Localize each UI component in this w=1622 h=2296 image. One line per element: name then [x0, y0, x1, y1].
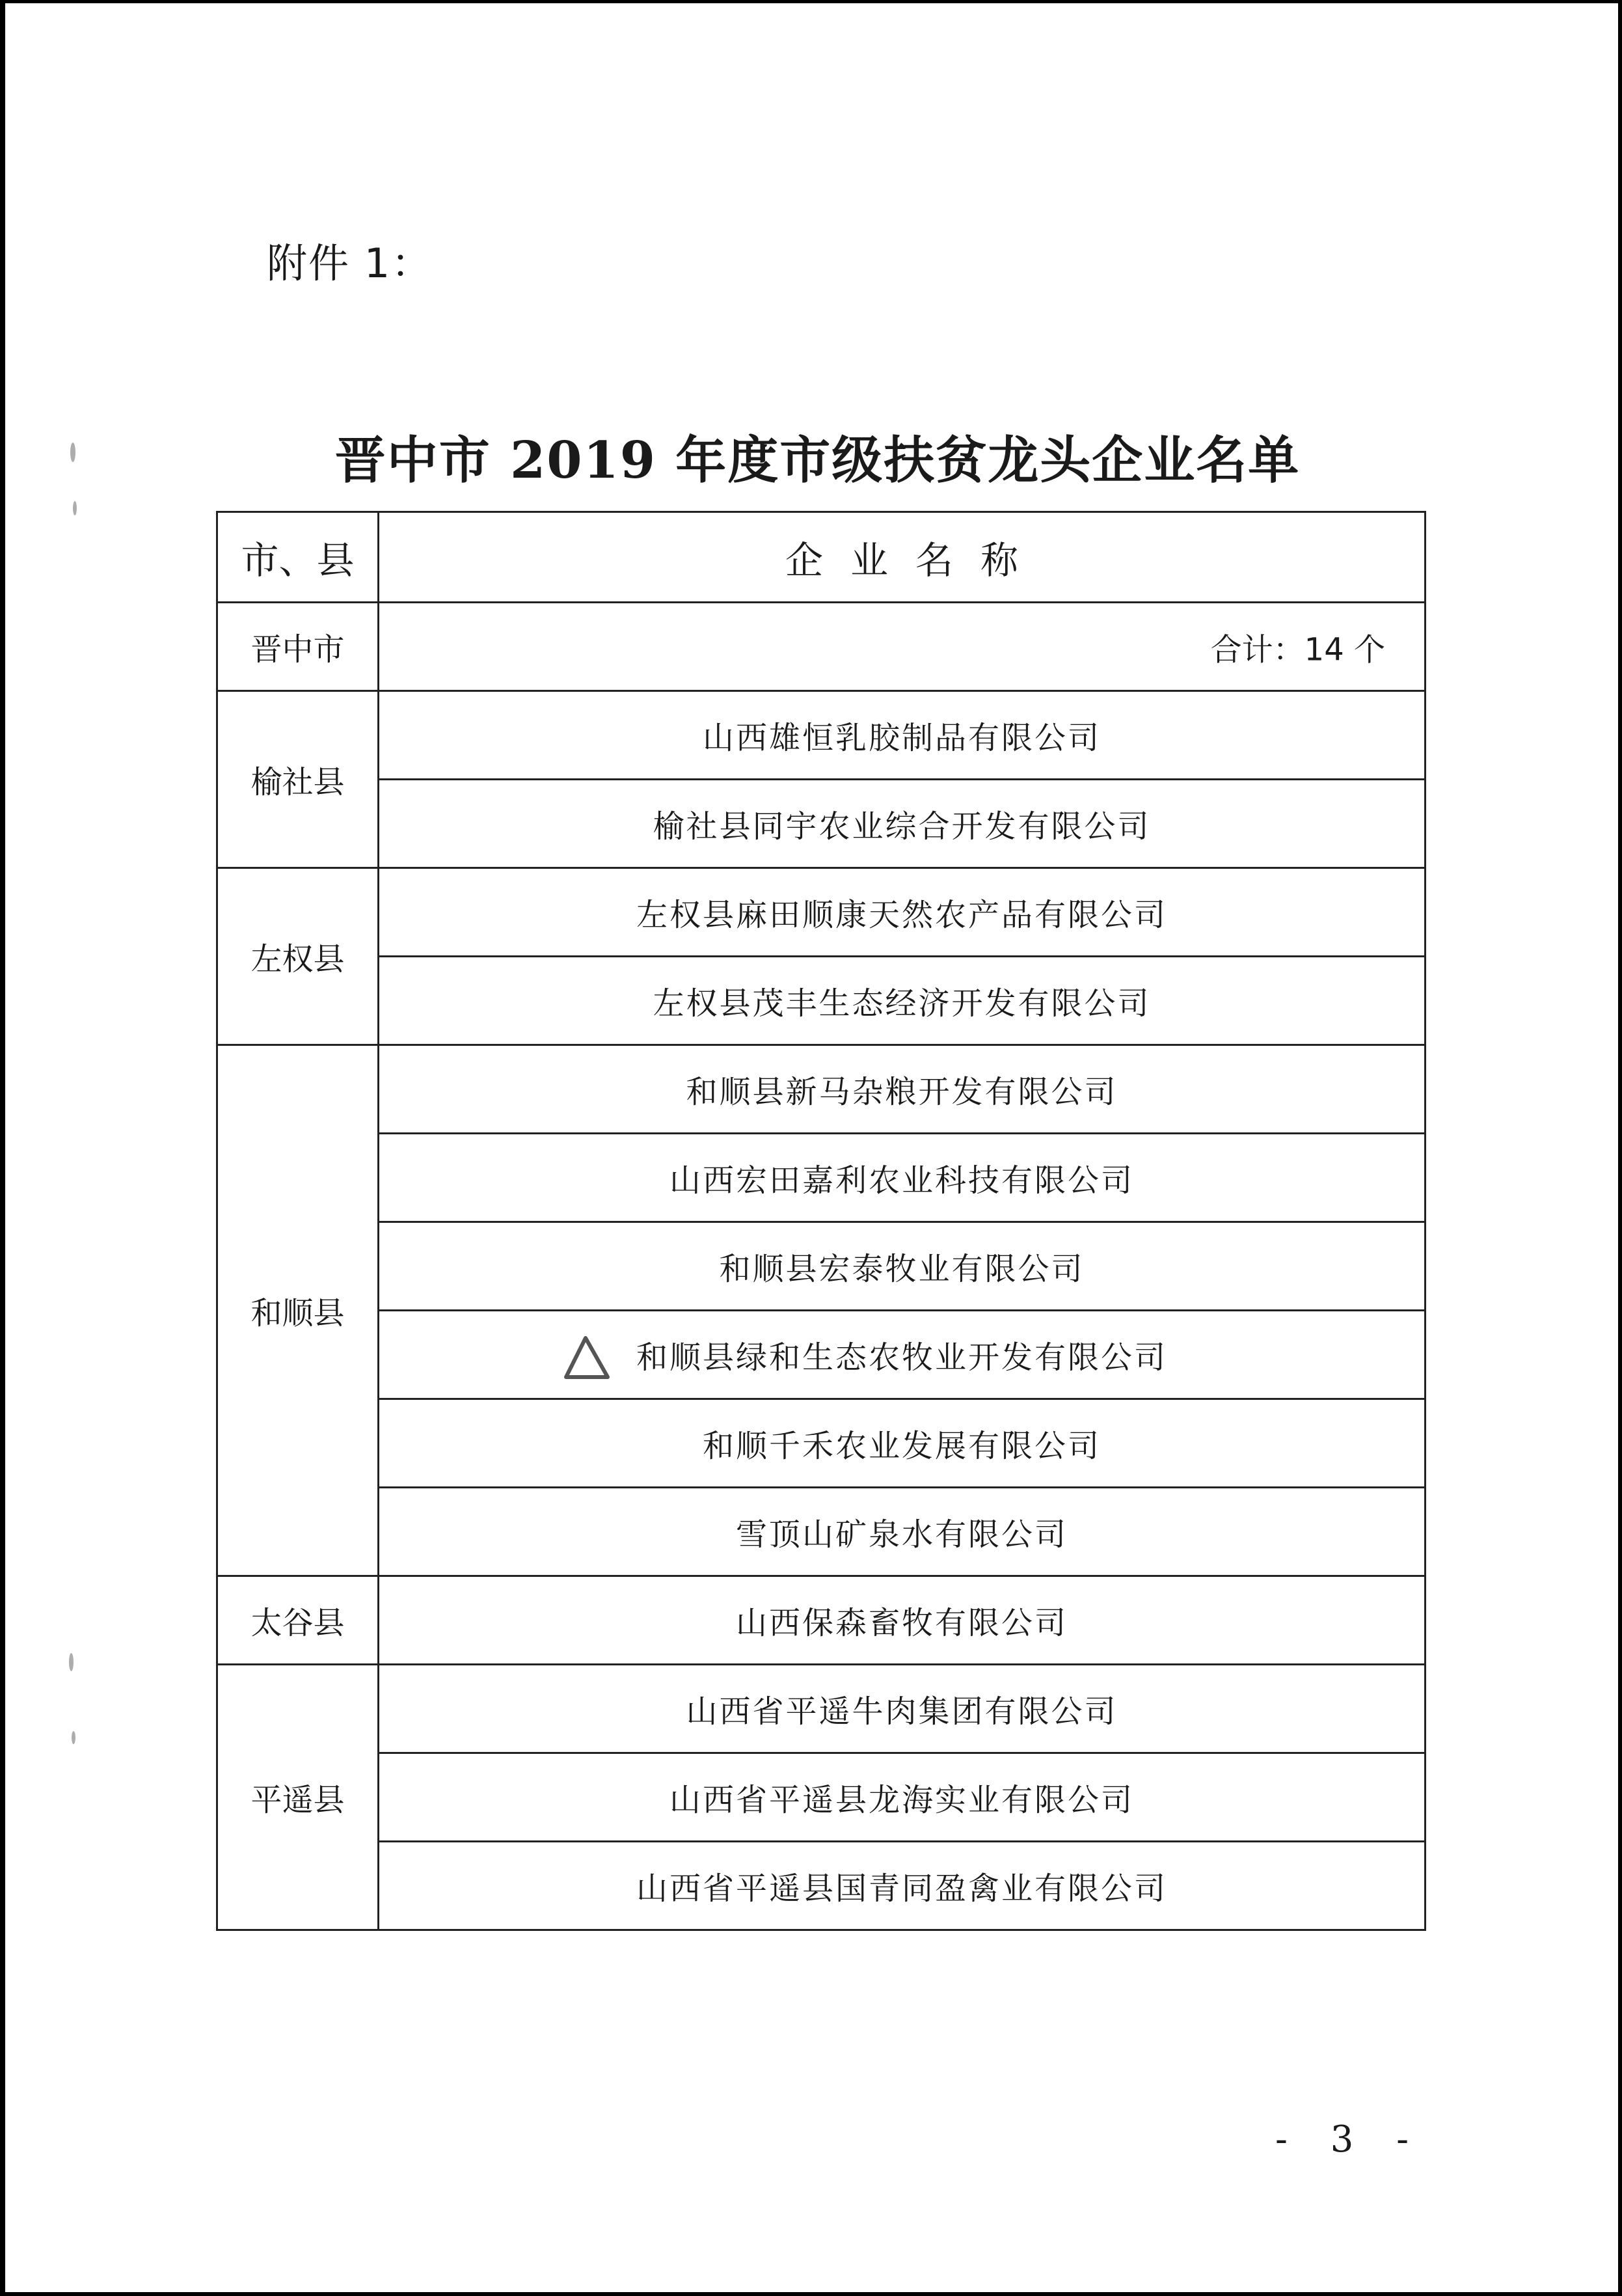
- summary-total-cell: [379, 603, 1426, 691]
- scan-speck: [73, 501, 77, 515]
- summary-city: 晋中市: [217, 603, 379, 691]
- table-row: [217, 1134, 1426, 1222]
- county-cell: 平遥县: [217, 1665, 379, 1930]
- company-cell: 和顺千禾农业发展有限公司: [379, 1399, 1426, 1488]
- table-row: [217, 780, 1426, 868]
- scan-speck: [72, 1731, 75, 1744]
- county-cell: 和顺县: [217, 1045, 379, 1576]
- table-row: [217, 1045, 1426, 1134]
- header-company: 企业名称: [379, 512, 1426, 603]
- company-cell: 左权县茂丰生态经济开发有限公司: [379, 957, 1426, 1045]
- table-row: [217, 868, 1426, 957]
- table-row: [217, 1753, 1426, 1842]
- header-county: 市、县: [217, 512, 379, 603]
- company-with-mark: [636, 1339, 1167, 1376]
- county-cell: 太谷县: [217, 1576, 379, 1665]
- table-row: [217, 1311, 1426, 1399]
- scan-border-right: [1618, 0, 1622, 2296]
- scan-border-bottom: [0, 2292, 1622, 2296]
- scan-border-left: [0, 0, 5, 2296]
- company-cell: 榆社县同宇农业综合开发有限公司: [379, 780, 1426, 868]
- company-cell: 山西雄恒乳胶制品有限公司: [379, 691, 1426, 780]
- summary-total: 合计：14 个: [1210, 631, 1385, 668]
- table-row: [217, 1576, 1426, 1665]
- attachment-label: 附件 1：: [267, 239, 433, 287]
- company-cell: 山西省平遥牛肉集团有限公司: [379, 1665, 1426, 1753]
- table-row: [217, 1665, 1426, 1753]
- company-cell: 雪顶山矿泉水有限公司: [379, 1488, 1426, 1576]
- table-row: [217, 1399, 1426, 1488]
- scan-border-top: [0, 0, 1622, 3]
- company-name: 和顺县绿和生态农牧业开发有限公司: [636, 1339, 1167, 1376]
- company-cell: 和顺县新马杂粮开发有限公司: [379, 1045, 1426, 1134]
- table-row: [217, 1222, 1426, 1311]
- enterprise-table: [216, 511, 1426, 1931]
- county-cell: 左权县: [217, 868, 379, 1045]
- page-number: - 3 -: [1275, 2118, 1425, 2161]
- table-row: [217, 1488, 1426, 1576]
- table-row: [217, 957, 1426, 1045]
- summary-row: [217, 603, 1426, 691]
- company-cell: 和顺县宏泰牧业有限公司: [379, 1222, 1426, 1311]
- company-cell: 山西保森畜牧有限公司: [379, 1576, 1426, 1665]
- company-cell: 左权县麻田顺康天然农产品有限公司: [379, 868, 1426, 957]
- company-cell: 山西省平遥县国青同盈禽业有限公司: [379, 1842, 1426, 1930]
- company-cell: [379, 1311, 1426, 1399]
- county-cell: 榆社县: [217, 691, 379, 868]
- table-row: [217, 1842, 1426, 1930]
- table-row: [217, 691, 1426, 780]
- company-cell: 山西省平遥县龙海实业有限公司: [379, 1753, 1426, 1842]
- scan-speck: [69, 1653, 74, 1671]
- handwritten-triangle-icon: [560, 1334, 613, 1384]
- company-cell: 山西宏田嘉利农业科技有限公司: [379, 1134, 1426, 1222]
- document-title: 晋中市 2019 年度市级扶贫龙头企业名单: [334, 431, 1301, 490]
- table-header-row: [217, 512, 1426, 603]
